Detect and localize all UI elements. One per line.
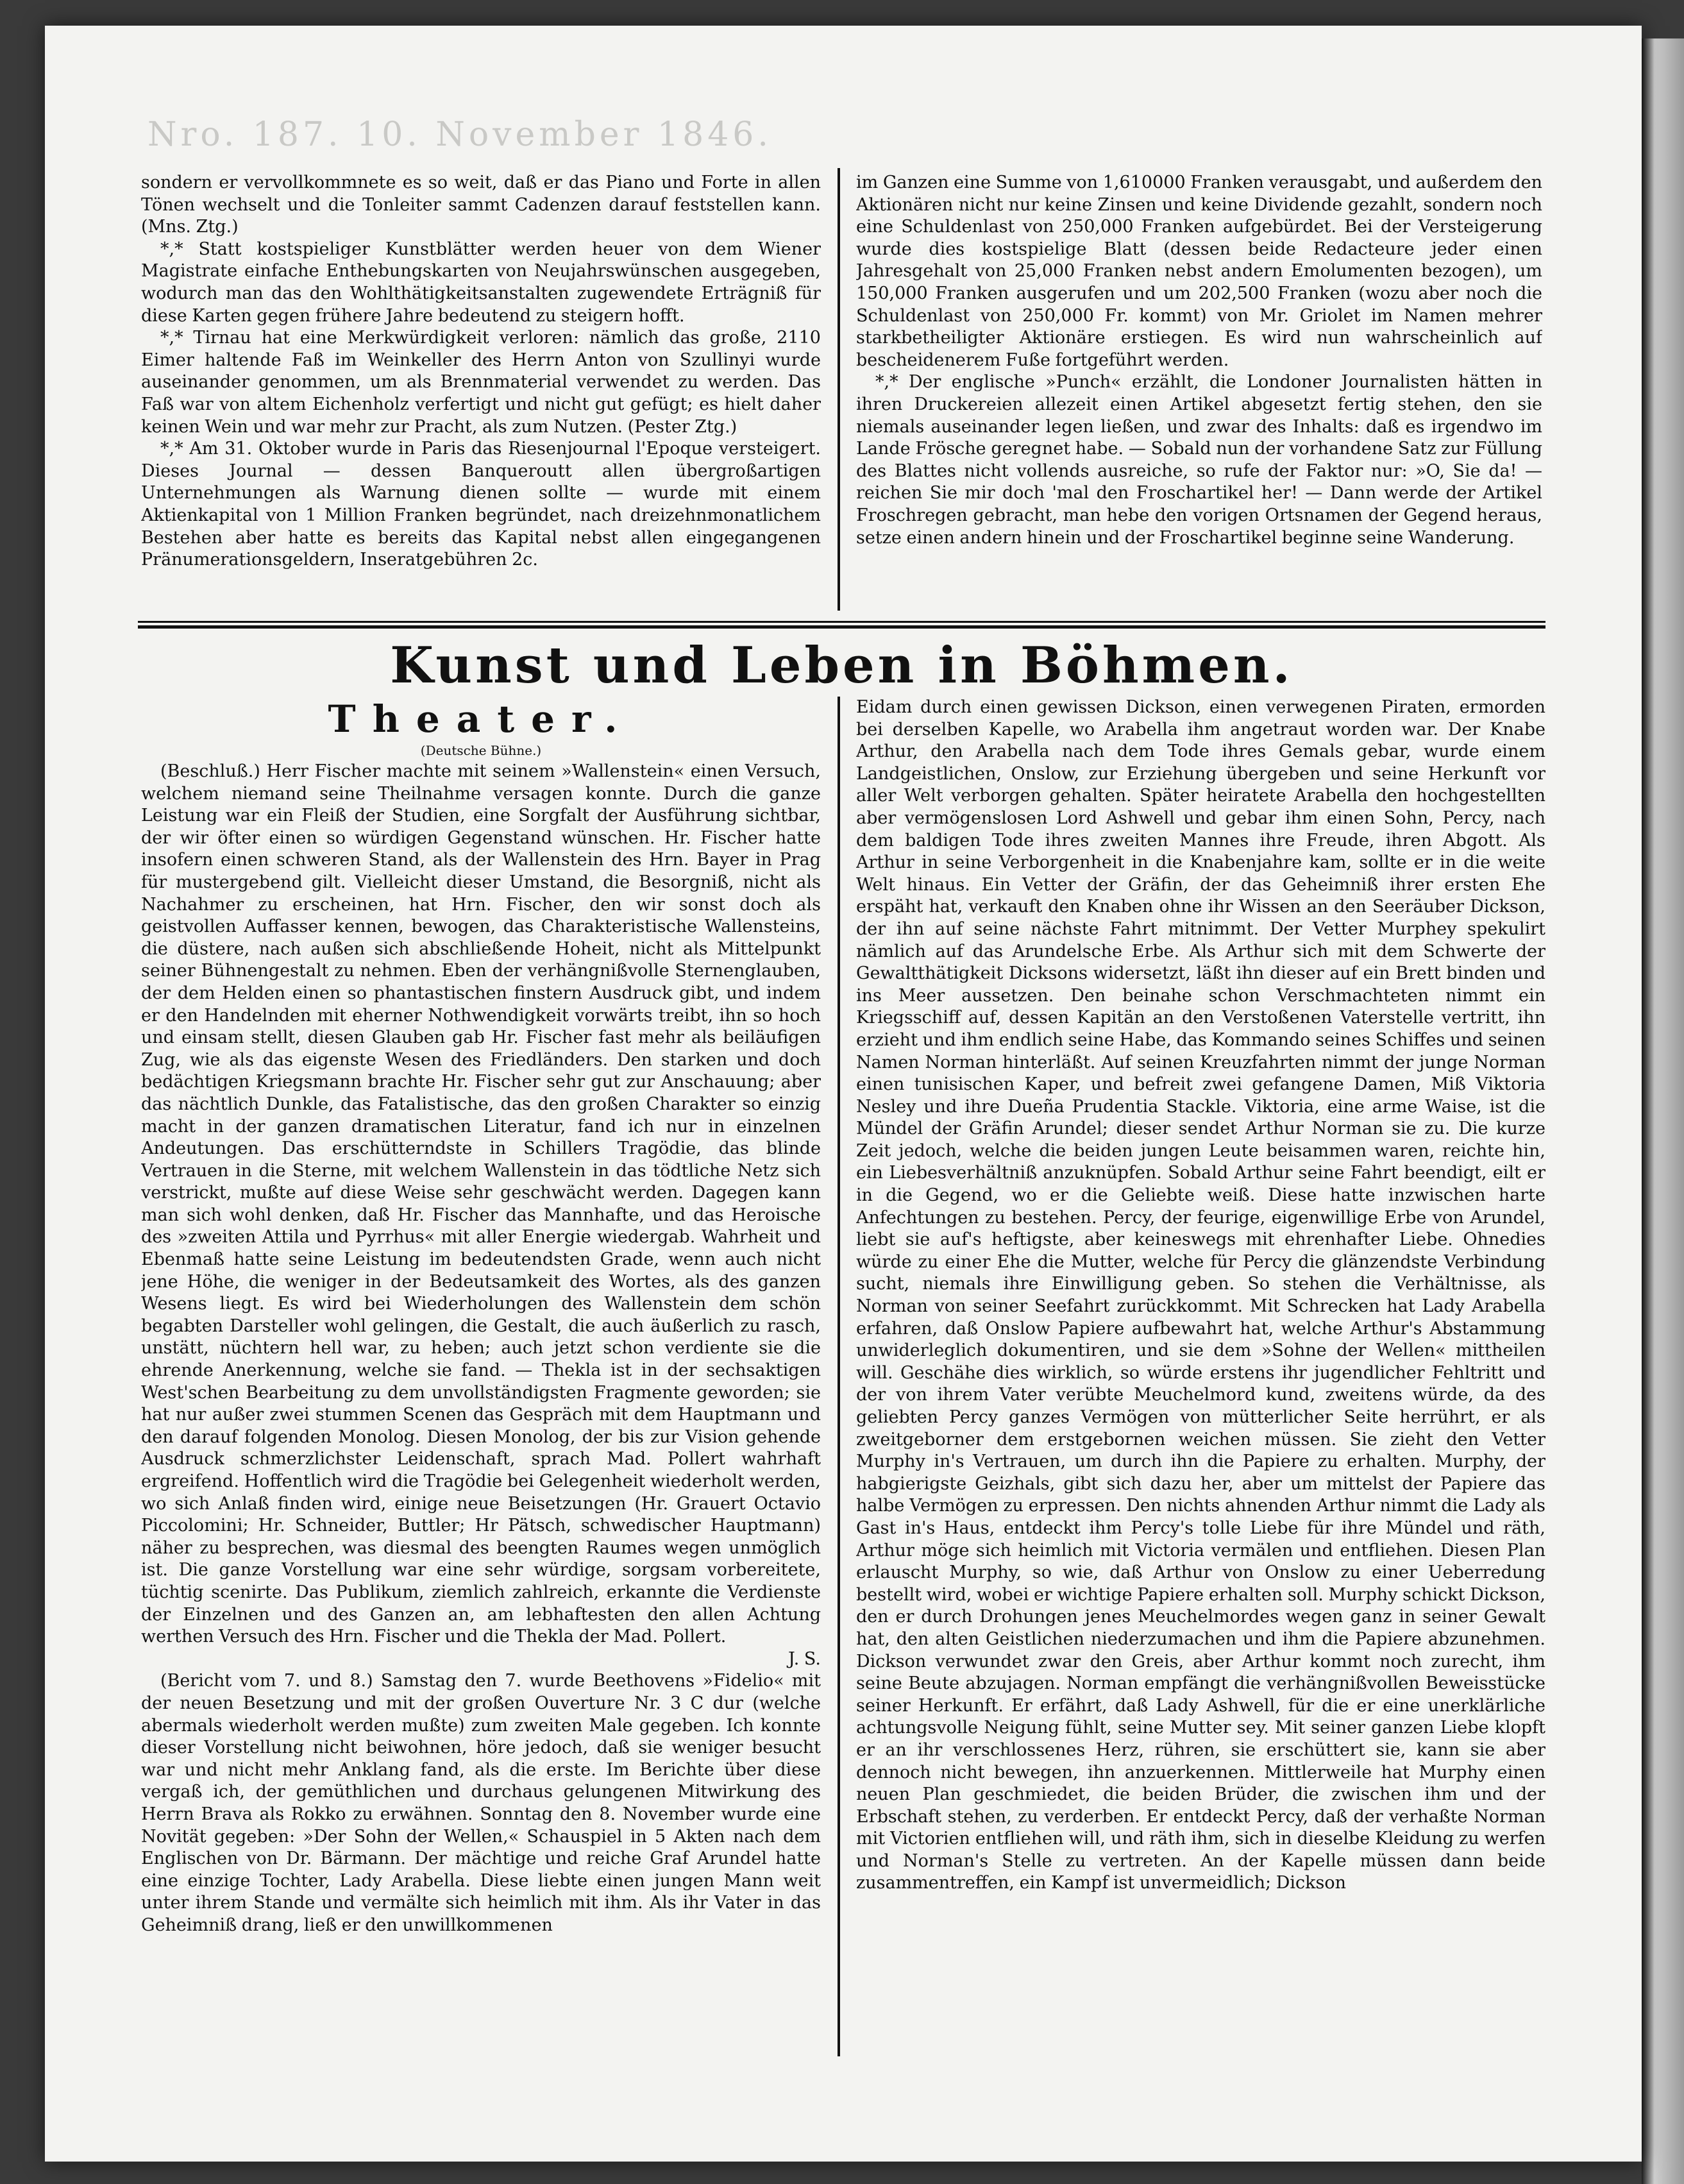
paragraph: Eidam durch einen gewissen Dickson, einen verwegenen Piraten, ermorden bei derselben Kapelle, wo Arabella ihm angetraut worden war. Der Knabe Arthur, den Arabella nach dem Tode ihres Gemals gebar, wurde einem Landgeistlichen, Onslow, zur Erziehung übergeben und seine Herkunft vor aller Welt verborgen gehalten. Später heiratete Arabella den hochgestellten aber vermögenslosen Lord Ashwell und gebar ihm einen Sohn, Percy, nach dem baldigen Tode ihres zweiten Mannes ihre Freude, ihren Abgott. Als Arthur in seine Verborgenheit in die Knabenjahre kam, sollte er in die weite Welt hinaus. Ein Vetter der Gräfin, der das Geheimniß ihrer ersten Ehe erspäht hat, verkauft den Knaben ohne ihr Wissen an den Seeräuber Dickson, der ihn auf seine nächste Fahrt mitnimmt. Der Vetter Murphey spekulirt nämlich auf das Arundelsche Erbe. Als Arthur sich mit dem Schwerte der Gewaltthätigkeit Dicksons widersetzt, läßt ihn dieser auf ein Brett binden und ins Meer aussetzen. Den beinahe schon Verschmachteten nimmt ein Kriegsschiff auf, dessen Kapitän an den Verstoßenen Vaterstelle vertritt, ihn erzieht und ihm endlich seine Habe, das Kommando seines Schiffes und seinen Namen Norman hinterläßt. Auf seinen Kreuzfahrten nimmt der junge Norman einen tunisischen Kaper, und befreit zwei gefangene Damen, Miß Viktoria Nesley und ihre Dueña Prudentia Stackle. Viktoria, eine arme Waise, ist die Mündel der Gräfin Arundel; dieser sendet Arthur Norman sie zu. Die kurze Zeit jedoch, welche die beiden jungen Leute beisammen waren, reichte hin, ein Liebesverhältniß anzuknüpfen. Sobald Arthur seine Fahrt beendigt, eilt er in die Gegend, wo er die Geliebte weiß. Diese hatte inzwischen harte Anfechtungen zu bestehen. Percy, der feurige, eigenwillige Erbe von Arundel, liebt sie auf's heftigste, aber keineswegs mit ehrenhafter Liebe. Ohnedies würde zu einer Ehe die Mutter, welche für Percy die glänzendste Verbindung sucht, niemals ihre Einwilligung geben. So stehen die Verhältnisse, als Norman von seiner Seefahrt zurückkommt. Mit Schrecken hat Lady Arabella erfahren, daß Onslow Papiere aufbewahrt hat, welche Arthur's Abstammung unwiderleglich dokumentiren, und sie dem »Sohne der Wellen« mittheilen will. Geschähe dies wirklich, so würde erstens ihr jugendlicher Fehltritt und der von ihrem Vater verübte Meuchelmord kund, zweitens würde, da des geliebten Percy ganzes Vermögen von mütterlicher Seite herrührt, er als zweitgeborner dem erstgebornen weichen müssen. Sie zieht den Vetter Murphy in's Vertrauen, um durch ihn die Papiere zu erhalten. Murphy, der habgierigste Geizhals, gibt sich dazu her, aber um mittelst der Papiere das halbe Vermögen zu erpressen. Den nichts ahnenden Arthur nimmt die Lady als Gast in's Haus, entdeckt ihm Percy's tolle Liebe für ihre Mündel und räth, Arthur möge sich heimlich mit Victoria vermälen und entfliehen. Diesen Plan erlauscht Murphy, so wie, daß Arthur von Onslow zu einer Ueberredung bestellt wird, wobei er wichtige Papiere erhalten soll. Murphy schickt Dickson, den er durch Drohungen jenes Meuchelmordes wegen ganz in seiner Gewalt hat, den alten Geistlichen niederzumachen und ihm die Papiere abzunehmen. Dickson verwundet zwar den Greis, aber Arthur kommt noch zurecht, ihm seine Beute abzujagen. Norman empfängt die verhängnißvollen Beweisstücke seiner Herkunft. Er erfährt, daß Lady Ashwell, für die er eine unerklärliche achtungsvolle Neigung fühlt, seine Mutter sey. Mit seiner ganzen Liebe klopft er an ihr verschlossenes Herz, rühren, sie erschüttert sie, kann sie aber dennoch nicht bewegen, ihn anzuerkennen. Mittlerweile hat Murphy einen neuen Plan geschmiedet, die beiden Brüder, die zwischen ihm und der Erbschaft stehen, zu verderben. Er entdeckt Percy, daß der verhaßte Norman mit Victorien entfliehen will, und räth ihm, sich in dieselbe Kleidung zu werfen und Norman's Stelle zu vertreten. An der Kapelle müssen dann beide zusammentreffen, ein Kampf ist unvermeidlich; Dickson [856, 697, 1545, 1893]
paragraph: *,* Tirnau hat eine Merkwürdigkeit verloren: nämlich das große, 2110 Eimer haltende Faß im Weinkeller des Herrn Anton von Szullinyi wurde auseinander genommen, um als Brennmaterial verwendet zu werden. Das Faß war von altem Eichenholz verfertigt und nicht gut gefügt; es hielt daher keinen Wein und war mehr zur Pracht, als zum Nutzen. (Pester Ztg.) [141, 328, 821, 437]
paragraph: (Bericht vom 7. und 8.) Samstag den 7. wurde Beethovens »Fidelio« mit der neuen Besetzung und mit der großen Ouverture Nr. 3 C dur (welche abermals wiederholt werden mußte) zum zweiten Male gegeben. Ich konnte dieser Vorstellung nicht beiwohnen, höre jedoch, daß sie weniger besucht war und nicht mehr Anklang fand, als die erste. Im Berichte über diese vergaß ich, der gemüthlichen und durchaus gelungenen Mitwirkung des Herrn Brava als Rokko zu erwähnen. Sonntag den 8. November wurde eine Novität gegeben: »Der Sohn der Wellen,« Schauspiel in 5 Akten nach dem Englischen von Dr. Bärmann. Der mächtige und reiche Graf Arundel hatte eine einzige Tochter, Lady Arabella. Diese liebte einen jungen Mann weit unter ihrem Stande und vermälte sich heimlich mit ihm. Als ihr Vater in das Geheimniß drang, ließ er den unwillkommenen [141, 1671, 821, 1935]
section-title: Kunst und Leben in Böhmen. [390, 636, 1293, 695]
paragraph: *,* Am 31. Oktober wurde in Paris das Riesenjournal l'Epoque versteigert. Dieses Journal — dessen Banqueroutt allen übergroßartigen Unternehmungen als Warnung dienen sollte — wurde mit einem Aktienkapital von 1 Million Franken begründet, nach dreizehnmonatlichem Bestehen aber hatte es bereits das Kapital nebst allen eingegangenen Pränumerationsgeldern, Inseratgebühren 2c. [141, 439, 821, 570]
author-signature: J. S. [787, 1648, 821, 1669]
top-left-column [141, 172, 821, 614]
paragraph: (Beschluß.) Herr Fischer machte mit seinem »Wallenstein« einen Versuch, welchem niemand seine Theilnahme versagen konnte. Durch die ganze Leistung war ein Fleiß der Studien, eine Sorgfalt der Ausführung sichtbar, der wir öfter einen so würdigen Gegenstand wünschen. Hr. Fischer hatte insofern einen schweren Stand, als der Wallenstein des Hrn. Bayer in Prag für mustergebend gilt. Vielleicht dieser Umstand, die Besorgniß, nicht als Nachahmer zu erscheinen, hat Hrn. Fischer, den wir sonst doch als geistvollen Auffasser kennen, bewogen, das Charakteristische Wallensteins, die düstere, nach außen sich abschließende Hoheit, nicht als Mittelpunkt seiner Bühnengestalt zu nehmen. Eben der verhängnißvolle Sternenglauben, der dem Helden einen so phantastischen finstern Ausdruck gibt, und indem er den Handelnden mit eherner Nothwendigkeit vorwärts treibt, ihn so hoch und einsam stellt, diesen Glauben gab Hr. Fischer fast mehr als beiläufigen Zug, wie als das eigenste Wesen des Friedländers. Den starken und doch bedächtigen Kriegsmann brachte Hr. Fischer sehr gut zur Anschauung; aber das nächtlich Dunkle, das Fatalistische, das den großen Charakter so einzig macht in der ganzen dramatischen Literatur, fand ich nur in einzelnen Andeutungen. Das erschütterndste in Schillers Tragödie, das blinde Vertrauen in die Sterne, mit welchem Wallenstein in das tödtliche Netz sich verstrickt, mußte auf diese Weise sehr geschwächt werden. Dagegen kann man sich wohl denken, daß Hr. Fischer das Mannhafte, und das Heroische des »zweiten Attila und Pyrrhus« mit aller Energie wiedergab. Wahrheit und Ebenmaß hatte seine Leistung im bedeutendsten Grade, wenn auch nicht jene Höhe, die weniger in der Bedeutsamkeit des Wortes, als des ganzen Wesens liegt. Es wird bei Wiederholungen des Wallenstein dem schön begabten Darsteller wohl gelingen, die Gestalt, die auch äußerlich zu rasch, unstätt, nüchtern hell war, zu heben; auch jetzt schon verdiente sie die ehrende Anerkennung, welche sie fand. — Thekla ist in der sechsaktigen West'schen Bearbeitung zu dem unvollständigsten Fragmente geworden; sie hat nur außer zwei stummen Scenen das Gespräch mit dem Hauptmann und den darauf folgenden Monolog. Diesen Monolog, der bis zur Vision gehende Ausdruck schmerzlichster Leidenschaft, sprach Mad. Pollert wahrhaft ergreifend. Hoffentlich wird die Tragödie bei Gelegenheit wiederholt werden, wo sich Anlaß finden wird, einige neue Beisetzungen (Hr. Grauert Octavio Piccolomini; Hr. Schneider, Buttler; Hr Pätsch, schwedischer Hauptmann) näher zu besprechen, was diesmal des beengten Raumes wegen unmöglich ist. Die ganze Vorstellung war eine sehr würdige, sorgsam vorbereitete, tüchtig scenirte. Das Publikum, ziemlich zahlreich, erkannte die Verdienste der Einzelnen und des Ganzen an, am lebhaftesten den allen Achtung werthen Versuch des Hrn. Fischer und die Thekla der Mad. Pollert. [141, 761, 821, 1647]
article-heading: Theater. [328, 697, 634, 741]
column-divider [838, 168, 840, 611]
adjacent-page-edge [1642, 38, 1684, 2184]
section-rule [138, 621, 1545, 629]
show-through-header: Nro. 187. 10. November 1846. [147, 115, 772, 154]
bottom-left-column [141, 761, 821, 2040]
paragraph: sondern er vervollkommnete es so weit, daß er das Piano und Forte in allen Tönen wechselt und die Tonleiter sammt Cadenzen darauf feststellen kann. (Mns. Ztg.) [141, 173, 821, 237]
paragraph: *,* Statt kostspieliger Kunstblätter werden heuer von dem Wiener Magistrate einfache Enthebungskarten von Neujahrswünschen ausgegeben, wodurch man das den Wohlthätigkeitsanstalten zugewendete Erträgniß für diese Karten gegen frühere Jahre bedeutend zu steigern hofft. [141, 239, 821, 326]
bottom-right-column [856, 697, 1545, 2040]
article-subheading: (Deutsche Bühne.) [420, 743, 542, 758]
paragraph: *,* Der englische »Punch« erzählt, die Londoner Journalisten hätten in ihren Druckereien allezeit einen Artikel abgesetzt fertig stehen, den sie niemals auseinander legen ließen, und zwar des Inhalts: daß es irgendwo im Lande Frösche geregnet habe. — Sobald nun der vorhandene Satz zur Füllung des Blattes nicht vollends ausreiche, so rufe der Faktor nur: »O, Sie da! — reichen Sie mir doch 'mal den Froschartikel her! — Dann werde der Artikel Froschregen gebracht, man hebe den vorigen Ortsnamen der Gegend heraus, setze einen andern hinein und der Froschartikel beginne seine Wanderung. [856, 372, 1542, 548]
column-divider [838, 697, 840, 2056]
top-right-column [856, 172, 1542, 614]
paragraph: im Ganzen eine Summe von 1,610000 Franken verausgabt, und außerdem den Aktionären nicht nur keine Zinsen und keine Dividende gezahlt, sondern noch eine Schuldenlast von 250,000 Franken aufgebürdet. Bei der Versteigerung wurde dies kostspielige Blatt (dessen beide Redacteure jeder einen Jahresgehalt von 25,000 Franken nebst andern Emolumenten bezogen), um 150,000 Franken ausgerufen und um 202,500 Franken (wozu aber noch die Schuldenlast von 250,000 Fr. kommt) von Mr. Griolet im Namen mehrer starkbetheiligter Aktionäre erstiegen. Es wird nun wahrscheinlich auf bescheidenerem Fuße fortgeführt werden. [856, 173, 1542, 370]
